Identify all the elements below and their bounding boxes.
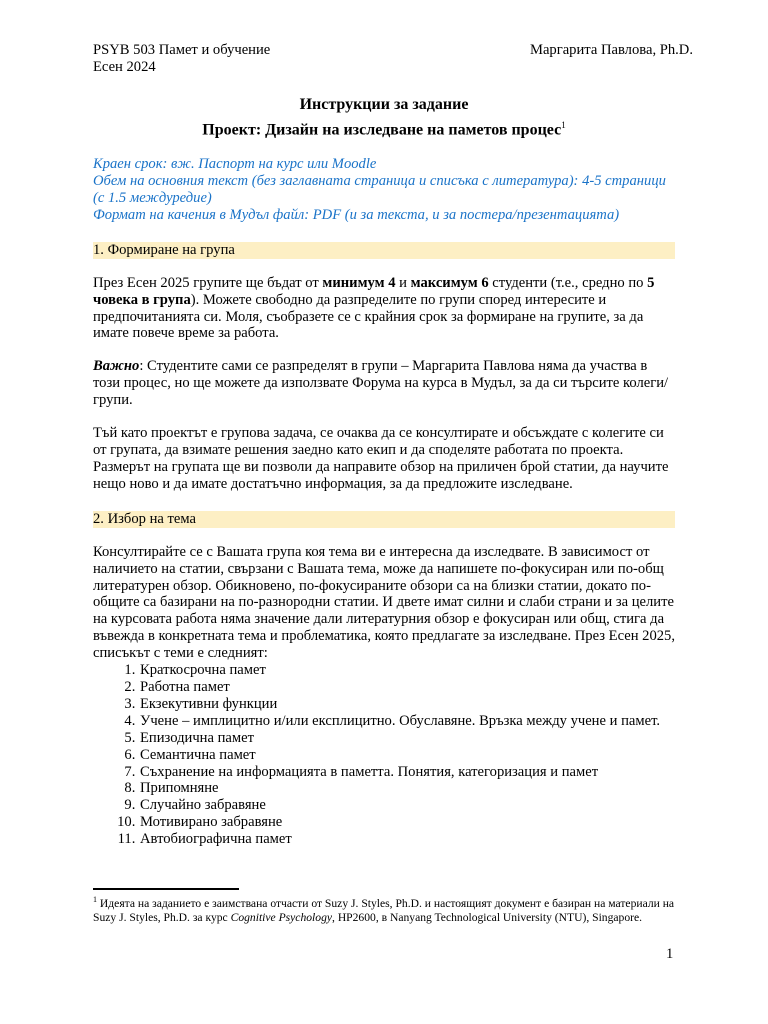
topics-list [93, 662, 675, 848]
list-item: 1. Краткосрочна памет [139, 662, 675, 679]
list-item: 6. Семантична памет [139, 747, 675, 764]
page-number: 1 [666, 946, 674, 962]
document-title [93, 95, 675, 140]
footnote-mark: 1 [93, 895, 97, 904]
footnote-ref: 1 [561, 119, 566, 130]
course-name: PSYB 503 Памет и обучение [93, 42, 271, 58]
title-line-2: Проект: Дизайн на изследване на паметов процес$^1$ [202, 119, 566, 139]
footnote: $^1$ Идеята на заданието е заимствана отчасти от Suzy J. Styles, Ph.D. и настоящият документ е базиран на материали на Suzy J. Styles, Ph.D. за курс Cognitive Psychology, HP2600, в Nanyang Technological University (NTU), Singapore. [93, 895, 675, 924]
list-item: 3. Екзекутивни функции [139, 696, 675, 713]
section-heading-1: 1. Формиране на група [93, 242, 675, 259]
assignment-meta [93, 156, 675, 224]
format-text: Формат на качения в Мудъл файл: PDF (и за текста, и за постера/презентацията) [93, 206, 620, 223]
list-item: 9. Случайно забравяне [139, 797, 675, 814]
list-item: 11. Автобиографична памет [139, 831, 675, 848]
section2-paragraph-1: Консултирайте се с Вашата група коя тема ви е интересна да изследвате. В зависимост от наличието на статии, свързани с Вашата тема, може да напишете по-фокусиран или по-общ литературен обзор. Обикновено, по-фокусираните обзори са на близки статии, докато по-общите са базирани на по-разнородни статии. И двете имат силни и слаби страни и за целите на курсовата работа няма значение дали литературния обзор е фокусиран или общ, стига да въвежда в конкретната тема и проблематика, която предлагате за изследване. През Есен 2025, списъкът с теми е следният: [93, 543, 676, 662]
important-label: Важно [93, 358, 140, 375]
footnote-separator [93, 888, 239, 890]
list-item: 2. Работна памет [139, 679, 675, 696]
list-item: 4. Учене – имплицитно и/или експлицитно. Обуславяне. Връзка между учене и памет. [139, 713, 675, 730]
length-text: Обем на основния текст (без заглавната страница и списъка с литература): 4-5 страници (с 1.5 междуредие) [93, 173, 666, 206]
document-page [93, 42, 693, 848]
list-item: 5. Епизодична памет [139, 730, 675, 747]
section-heading-2: 2. Избор на тема [93, 511, 675, 528]
list-item: 8. Припомняне [139, 780, 675, 797]
list-item: 10. Мотивирано забравяне [139, 814, 675, 831]
section1-paragraph-important: Важно: Студентите сами се разпределят в групи – Маргарита Павлова няма да участва в този процес, но ще можете да използвате Форума на курса в Мудъл, за да си търсите колеги/групи. [93, 358, 669, 409]
running-header [93, 42, 693, 59]
list-item: 7. Съхранение на информацията в паметта. Понятия, категоризация и памет [139, 764, 675, 781]
author-name: Маргарита Павлова, Ph.D. [529, 42, 693, 58]
deadline-text: Краен срок: вж. Паспорт на курс или Moodle [93, 156, 377, 173]
section1-paragraph-1: През Есен 2025 групите ще бъдат от минимум 4 и максимум 6 студенти (т.е., средно по 5 човека в група). Можете свободно да разпределите по групи според интересите и предпочитанията си. Моля, съобразете се с крайния срок за формиране на групите, за да имате повече време за работа. [93, 274, 655, 342]
section1-paragraph-3: Тъй като проектът е групова задача, се очаква да се консултирате и обсъждате с колегите си от групата, да взимате решения заедно като екип и да споделяте работата по проекта. Размерът на групата ще ви позволи да направите обзор на приличен брой статии, да научите нещо ново и да имате достатъчно информация, за да предложите изследване. [93, 425, 669, 492]
semester: Есен 2024 [93, 58, 156, 75]
title-line-1: Инструкции за задание [299, 95, 469, 113]
